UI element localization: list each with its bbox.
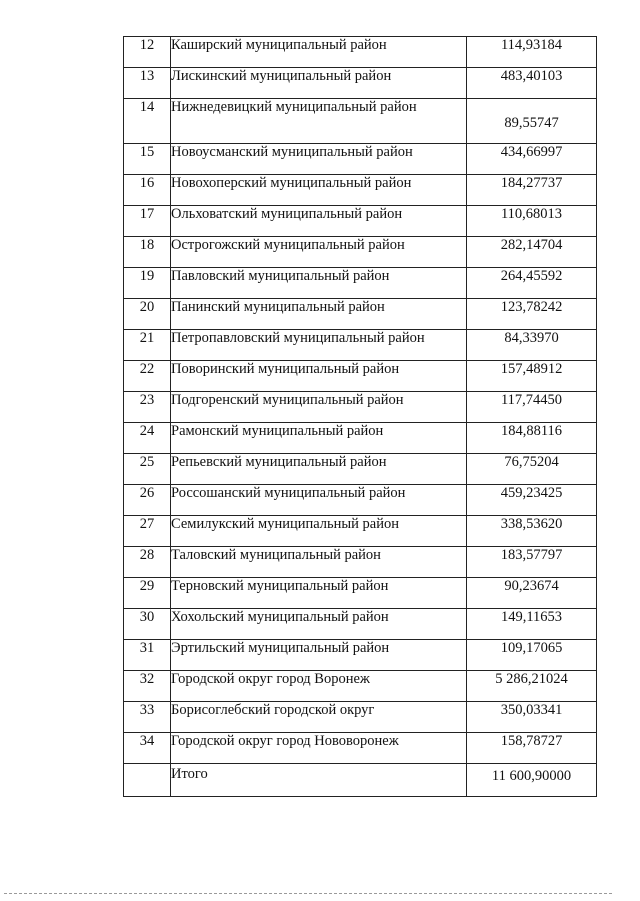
amount-value: 338,53620 bbox=[467, 516, 597, 547]
row-number: 20 bbox=[124, 299, 171, 330]
district-name: Хохольский муниципальный район bbox=[171, 609, 467, 640]
amount-value: 90,23674 bbox=[467, 578, 597, 609]
row-number: 30 bbox=[124, 609, 171, 640]
amount-value: 184,27737 bbox=[467, 175, 597, 206]
row-number: 13 bbox=[124, 68, 171, 99]
table-row bbox=[124, 237, 597, 268]
total-row-number bbox=[124, 764, 171, 797]
total-label: Итого bbox=[171, 764, 467, 797]
table-row bbox=[124, 671, 597, 702]
district-name: Лискинский муниципальный район bbox=[171, 68, 467, 99]
amount-value: 84,33970 bbox=[467, 330, 597, 361]
table-row bbox=[124, 144, 597, 175]
row-number: 29 bbox=[124, 578, 171, 609]
district-name: Панинский муниципальный район bbox=[171, 299, 467, 330]
amount-value: 282,14704 bbox=[467, 237, 597, 268]
row-number: 24 bbox=[124, 423, 171, 454]
amount-value: 149,11653 bbox=[467, 609, 597, 640]
district-name: Семилукский муниципальный район bbox=[171, 516, 467, 547]
district-name: Терновский муниципальный район bbox=[171, 578, 467, 609]
district-name: Россошанский муниципальный район bbox=[171, 485, 467, 516]
table-row bbox=[124, 330, 597, 361]
amount-value: 183,57797 bbox=[467, 547, 597, 578]
row-number: 27 bbox=[124, 516, 171, 547]
amount-value: 184,88116 bbox=[467, 423, 597, 454]
table-row bbox=[124, 485, 597, 516]
amount-value: 459,23425 bbox=[467, 485, 597, 516]
amount-value: 117,74450 bbox=[467, 392, 597, 423]
row-number: 21 bbox=[124, 330, 171, 361]
district-name: Борисоглебский городской округ bbox=[171, 702, 467, 733]
table-row bbox=[124, 547, 597, 578]
row-number: 31 bbox=[124, 640, 171, 671]
row-number: 19 bbox=[124, 268, 171, 299]
district-name: Павловский муниципальный район bbox=[171, 268, 467, 299]
table-row bbox=[124, 702, 597, 733]
table-row bbox=[124, 68, 597, 99]
total-row bbox=[124, 764, 597, 797]
amount-value: 158,78727 bbox=[467, 733, 597, 764]
row-number: 32 bbox=[124, 671, 171, 702]
amount-value: 5 286,21024 bbox=[467, 671, 597, 702]
table-row bbox=[124, 640, 597, 671]
district-name: Поворинский муниципальный район bbox=[171, 361, 467, 392]
district-name: Каширский муниципальный район bbox=[171, 37, 467, 68]
amount-value: 483,40103 bbox=[467, 68, 597, 99]
row-number: 17 bbox=[124, 206, 171, 237]
amount-value: 110,68013 bbox=[467, 206, 597, 237]
table-row bbox=[124, 516, 597, 547]
table-row bbox=[124, 454, 597, 485]
district-name: Новохоперский муниципальный район bbox=[171, 175, 467, 206]
amount-value: 350,03341 bbox=[467, 702, 597, 733]
row-number: 16 bbox=[124, 175, 171, 206]
table-row bbox=[124, 268, 597, 299]
amount-value: 123,78242 bbox=[467, 299, 597, 330]
table-row bbox=[124, 423, 597, 454]
row-number: 33 bbox=[124, 702, 171, 733]
amount-value: 109,17065 bbox=[467, 640, 597, 671]
district-name: Подгоренский муниципальный район bbox=[171, 392, 467, 423]
table-row bbox=[124, 392, 597, 423]
row-number: 23 bbox=[124, 392, 171, 423]
district-name: Новоусманский муниципальный район bbox=[171, 144, 467, 175]
table-row bbox=[124, 361, 597, 392]
allocation-table bbox=[123, 36, 597, 797]
district-name: Репьевский муниципальный район bbox=[171, 454, 467, 485]
district-name: Городской округ город Воронеж bbox=[171, 671, 467, 702]
total-value: 11 600,90000 bbox=[467, 764, 597, 797]
amount-value: 114,93184 bbox=[467, 37, 597, 68]
row-number: 14 bbox=[124, 99, 171, 144]
row-number: 28 bbox=[124, 547, 171, 578]
district-name: Нижнедевицкий муниципальный район bbox=[171, 99, 467, 144]
amount-value: 89,55747 bbox=[467, 99, 597, 144]
row-number: 26 bbox=[124, 485, 171, 516]
row-number: 22 bbox=[124, 361, 171, 392]
table-row bbox=[124, 578, 597, 609]
table-row bbox=[124, 299, 597, 330]
district-name: Городской округ город Нововоронеж bbox=[171, 733, 467, 764]
amount-value: 434,66997 bbox=[467, 144, 597, 175]
amount-value: 76,75204 bbox=[467, 454, 597, 485]
amount-value: 264,45592 bbox=[467, 268, 597, 299]
table-row bbox=[124, 609, 597, 640]
row-number: 25 bbox=[124, 454, 171, 485]
row-number: 12 bbox=[124, 37, 171, 68]
table-body bbox=[124, 37, 597, 797]
amount-value: 157,48912 bbox=[467, 361, 597, 392]
table-row bbox=[124, 733, 597, 764]
table-row bbox=[124, 99, 597, 144]
table-row bbox=[124, 206, 597, 237]
page-bottom-rule bbox=[4, 893, 612, 894]
district-name: Эртильский муниципальный район bbox=[171, 640, 467, 671]
row-number: 15 bbox=[124, 144, 171, 175]
district-name: Рамонский муниципальный район bbox=[171, 423, 467, 454]
district-name: Острогожский муниципальный район bbox=[171, 237, 467, 268]
table-row bbox=[124, 37, 597, 68]
district-name: Петропавловский муниципальный район bbox=[171, 330, 467, 361]
district-name: Ольховатский муниципальный район bbox=[171, 206, 467, 237]
table-row bbox=[124, 175, 597, 206]
row-number: 18 bbox=[124, 237, 171, 268]
row-number: 34 bbox=[124, 733, 171, 764]
district-name: Таловский муниципальный район bbox=[171, 547, 467, 578]
